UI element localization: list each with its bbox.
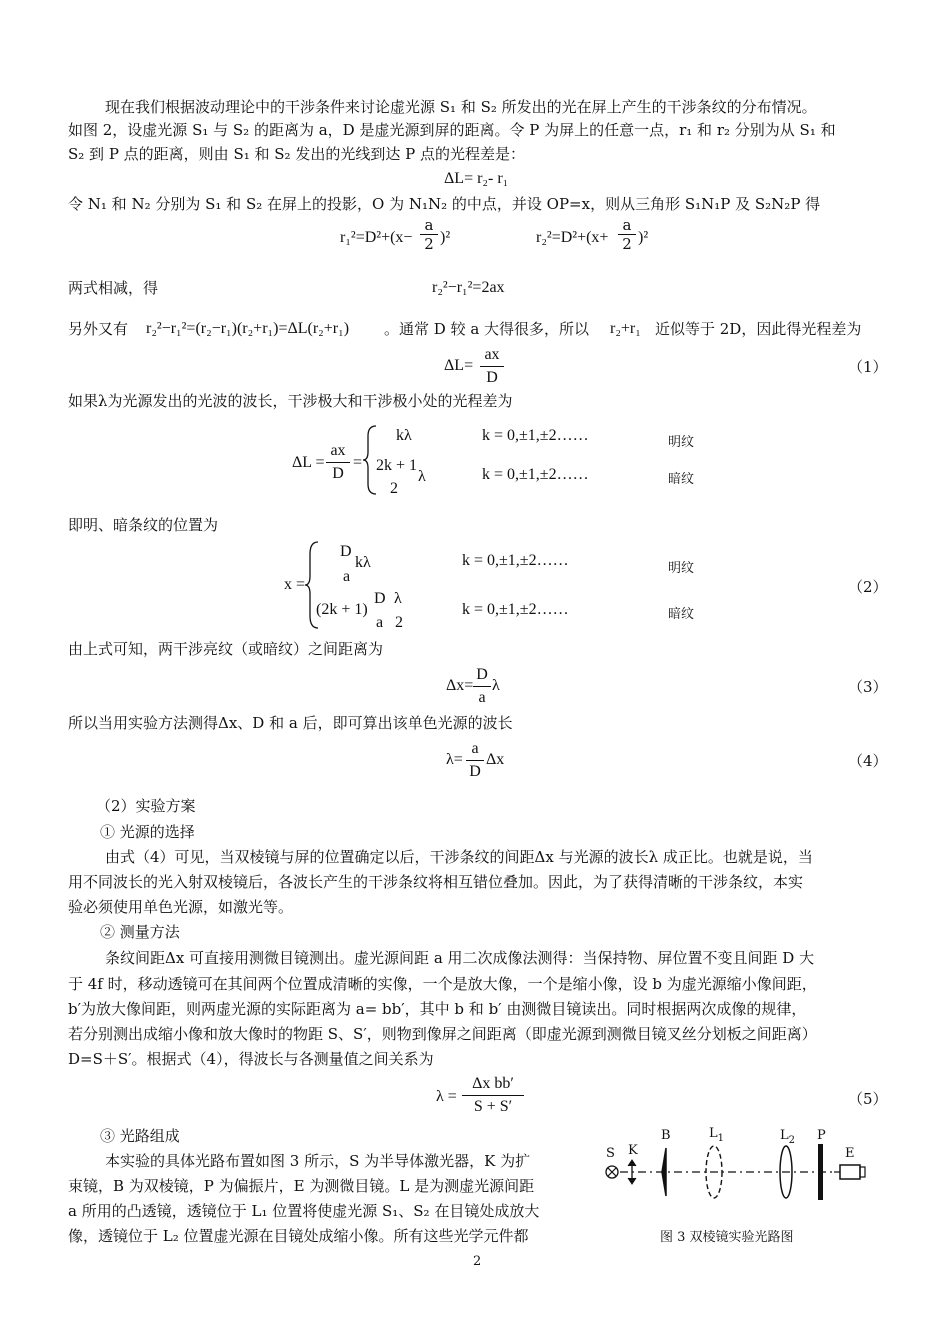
label-L1-sub: 1 [717,1133,725,1144]
equals-sign: = [353,454,363,471]
subsection-heading: ① 光源的选择 [100,823,195,841]
fraction [618,216,636,253]
label-L1-main: L [709,1126,718,1141]
optical-path-diagram [598,1126,878,1206]
eq2-lambda: λ [394,590,402,607]
square-close: )² [440,229,451,246]
fraction-numerator: ax [326,440,350,463]
eyepiece-icon [840,1165,860,1179]
figure-caption: 图 3 双棱镜实验光路图 [660,1230,794,1245]
cases-lhs: ΔL = [292,454,325,471]
equation-r2: r₂²=D²+(x+ [536,229,609,246]
text-line: 像，透镜位于 L₂ 位置虚光源在目镜处成缩小像。所有这些光学元件都 [68,1227,529,1245]
fraction-numerator: ax [480,344,504,367]
text-line: 令 N₁ 和 N₂ 分别为 S₁ 和 S₂ 在屏上的投影，O 为 N₁N₂ 的中点，并设 OP=x，则从三角形 S₁N₁P 及 S₂N₂P 得 [68,195,821,213]
k-range: k = 0,±1,±2…… [462,601,569,618]
fraction-denominator: D [486,369,498,386]
text-line: 用不同波长的光入射双棱镜后，各波长产生的干涉条纹将相互错位叠加。因此，为了获得清晰的干涉条纹，本实 [68,873,804,891]
fraction-numerator: D [473,664,491,687]
polarizer-icon [818,1144,823,1200]
text-line: 。通常 D 较 a 大得很多，所以 [384,320,590,338]
label-B: B [661,1128,671,1143]
fraction [462,1073,524,1118]
fraction [326,440,350,485]
eq2-klambda: kλ [355,554,371,571]
fraction [480,344,504,389]
k-range: k = 0,±1,±2…… [462,552,569,569]
k-range: k = 0,±1,±2…… [482,466,589,483]
fraction [466,738,484,783]
equation-number: （2） [848,578,888,596]
bright-label: 明纹 [668,561,695,576]
text-line: b′为放大像间距，则两虚光源的实际距离为 a= bb′，其中 b 和 b′ 由测微目镜读出。同时根据两次成像的规律， [68,1000,807,1018]
fraction-denominator: 2 [622,235,632,253]
equation-difference: r₂²−r₁²=(r₂−r₁)(r₂+r₁)=ΔL(r₂+r₁) [146,320,350,337]
text-line: S₂ 到 P 点的距离，则由 S₁ 和 S₂ 发出的光线到达 P 点的光程差是： [68,145,525,163]
biprism-icon [662,1148,666,1196]
label-L2-sub: 2 [788,1135,796,1146]
label-P: P [817,1128,826,1143]
case-bright-expr: kλ [396,427,412,444]
dark-label: 暗纹 [668,607,695,622]
fraction-numerator: a [420,216,438,235]
equation-number: （3） [848,678,888,696]
text-line: 近似等于 2D，因此得光程差为 [655,320,862,338]
fraction-denominator: D [469,763,481,780]
fraction [473,664,491,709]
equation-4-lhs: λ= [446,751,463,768]
case-dark-den: 2 [390,480,398,497]
text-line: a 所用的凸透镜，透镜位于 L₁ 位置将使虚光源 S₁、S₂ 在目镜处成放大 [68,1202,540,1220]
label-E: E [845,1146,855,1161]
equation-2-lhs: x = [284,576,306,593]
text-line: 本实验的具体光路布置如图 3 所示，S 为半导体激光器，K 为扩 [105,1152,531,1170]
equation-sum: r₂+r₁ [610,320,641,337]
case-dark-num: 2k + 1 [376,457,418,474]
label-L1 [709,1126,724,1144]
equation-1-lhs: ΔL= [444,357,474,374]
equation-4-rhs: Δx [486,751,505,768]
fraction-denominator: 2 [424,235,434,253]
text-line: 现在我们根据波动理论中的干涉条件来讨论虚光源 S₁ 和 S₂ 所发出的光在屏上产生的干涉条纹的分布情况。 [105,98,817,116]
square-close: )² [638,229,649,246]
page-number: 2 [473,1254,482,1269]
k-range: k = 0,±1,±2…… [482,427,589,444]
fraction-denominator: D [332,465,344,482]
subsection-heading: ③ 光路组成 [100,1127,180,1145]
equation-3-rhs: λ [492,677,500,694]
equation-5-lhs: λ = [436,1088,457,1105]
text-line: D=S＋S′。根据式（4），得波长与各测量值之间关系为 [68,1050,434,1068]
equation-path-difference: ΔL= r₂- r₁ [444,170,509,187]
eq2-D: D [374,590,386,607]
equation-number: （4） [848,752,888,770]
eq2-2k1: (2k + 1) [316,601,368,618]
equation-subtract: r₂²−r₁²=2ax [432,279,505,296]
section-heading: （2）实验方案 [96,797,196,815]
text-line: 即明、暗条纹的位置为 [68,516,219,534]
text-line: 如图 2，设虚光源 S₁ 与 S₂ 的距离为 a，D 是虚光源到屏的距离。令 P 为屏上的任意一点，r₁ 和 r₂ 分别为从 S₁ 和 [68,121,836,139]
text-line: 验必须使用单色光源，如激光等。 [68,898,294,916]
fraction-numerator: Δx bb′ [462,1073,524,1096]
label-L2 [780,1128,795,1146]
equation-number: （1） [848,358,888,376]
eq2-D: D [340,543,352,560]
label-L2-main: L [780,1128,789,1143]
text-line: 两式相减，得 [68,279,159,297]
label-K: K [628,1143,638,1158]
diagram-graphic [598,1126,878,1206]
label-S: S [606,1146,615,1161]
text-line: 所以当用实验方法测得Δx、D 和 a 后，即可算出该单色光源的波长 [68,714,513,732]
text-line: 于 4f 时，移动透镜可在其间两个位置成清晰的实像，一个是放大像，一个是缩小像，设 b 为虚光源缩小像间距， [68,975,817,993]
text-line: 若分别测出成缩小像和放大像时的物距 S、S′，则物到像屏之间距离（即虚光源到测微目镜叉丝分划板之间距离） [68,1025,817,1043]
equation-3-lhs: Δx= [446,677,474,694]
case-dark-lambda: λ [418,468,426,485]
text-line: 另外又有 [68,320,129,338]
dark-label: 暗纹 [668,472,695,487]
fraction-denominator: S + S′ [473,1098,513,1115]
subsection-heading: ② 测量方法 [100,923,180,941]
text-line: 如果λ为光源发出的光波的波长，干涉极大和干涉极小处的光程差为 [68,392,513,410]
equation-r1: r₁²=D²+(x− [340,229,413,246]
fraction-numerator: a [466,738,484,761]
eq2-2: 2 [395,614,403,631]
eq2-a: a [343,568,351,585]
text-line: 由上式可知，两干涉亮纹（或暗纹）之间距离为 [68,640,384,658]
text-line: 束镜，B 为双棱镜，P 为偏振片，E 为测微目镜。L 是为测虚光源间距 [68,1177,535,1195]
fraction-numerator: a [618,216,636,235]
eq2-a: a [376,614,384,631]
text-line: 条纹间距Δx 可直接用测微目镜测出。虚光源间距 a 用二次成像法测得：当保持物、屏位置不变且间距 D 大 [105,949,815,967]
text-line: 由式（4）可见，当双棱镜与屏的位置确定以后，干涉条纹的间距Δx 与光源的波长λ 成正比。也就是说，当 [105,848,813,866]
bright-label: 明纹 [668,435,695,450]
equation-number: （5） [848,1090,888,1108]
fraction-denominator: a [478,689,486,706]
fraction [420,216,438,253]
